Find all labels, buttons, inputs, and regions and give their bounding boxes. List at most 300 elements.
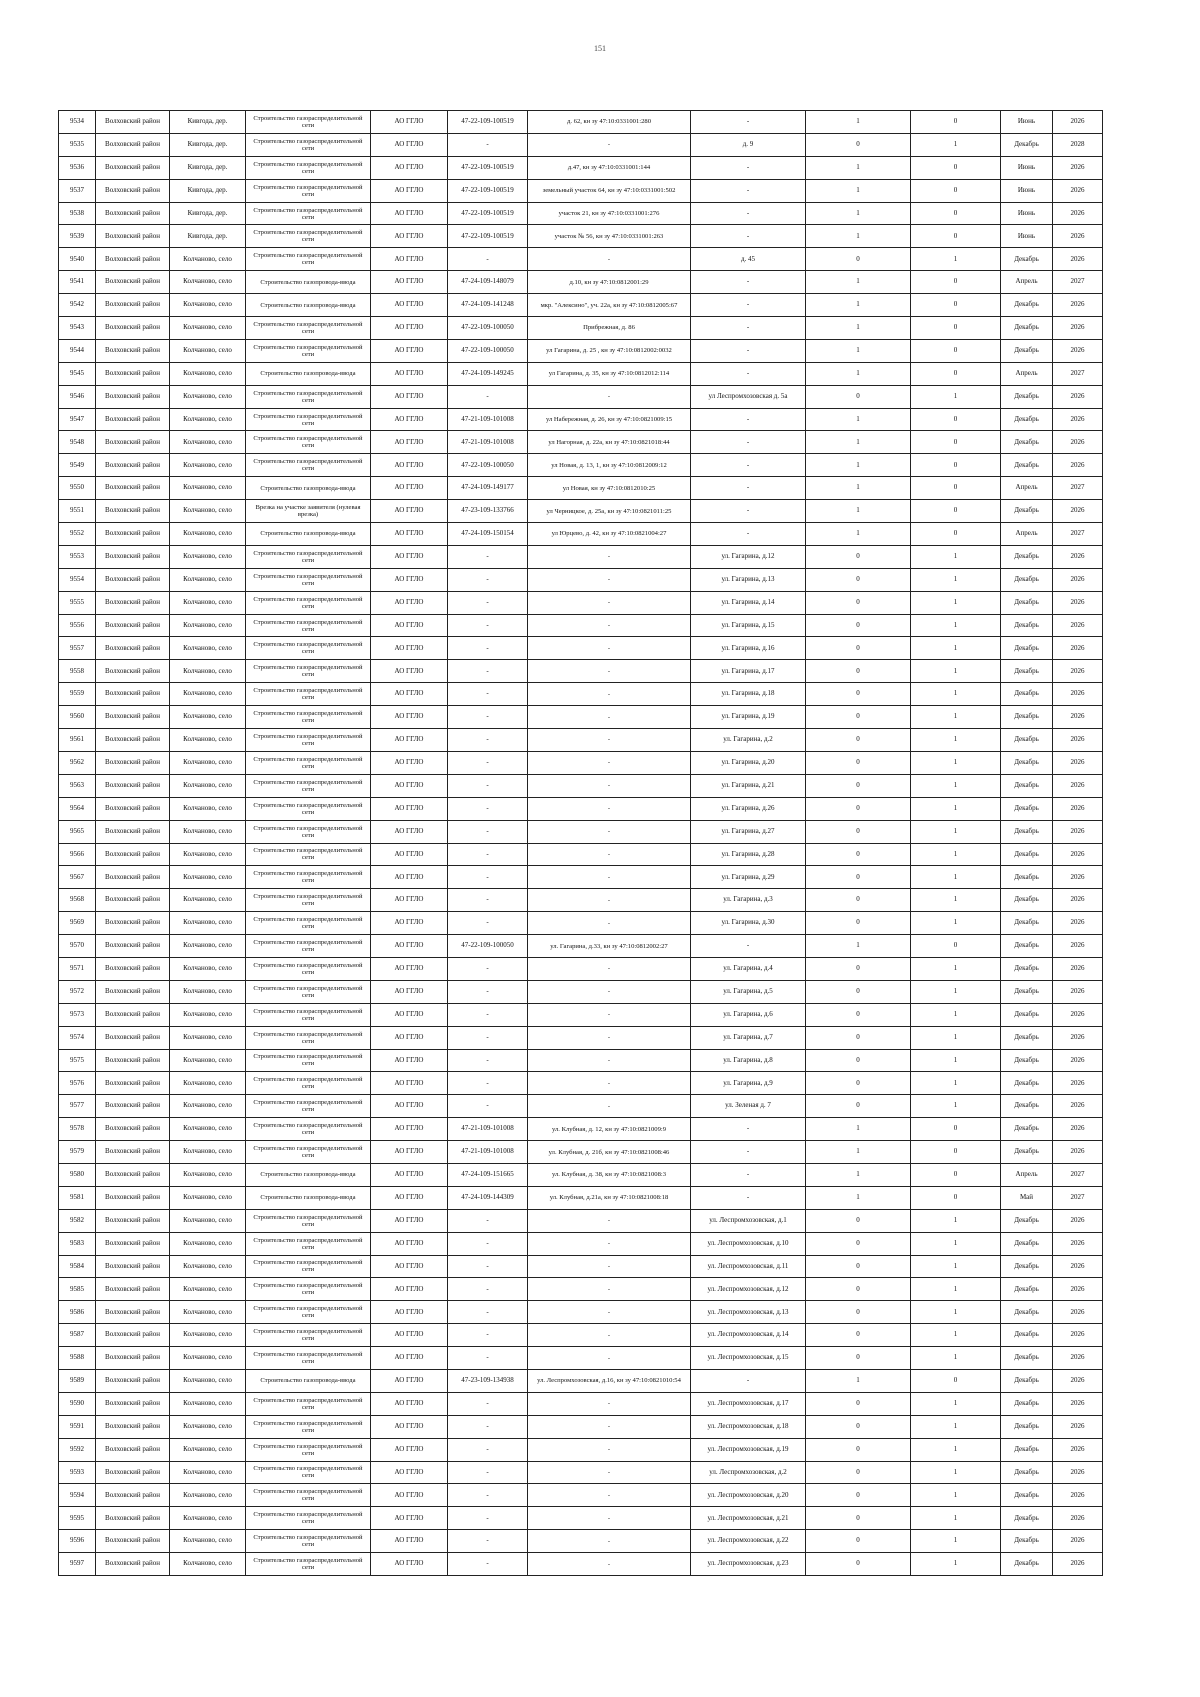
cell-district: Волховский район (96, 248, 170, 271)
cell-district: Волховский район (96, 1530, 170, 1553)
cell-cadastral-address: мкр. "Алексино", уч. 22а, кн зу 47:10:0812005:67 (528, 294, 691, 317)
cell-year: 2026 (1053, 1553, 1103, 1576)
cell-work-type: Строительство газораспределительной сети (246, 912, 371, 935)
cell-organization: АО ГГЛО (371, 729, 448, 752)
cell-address: ул. Зеленая д. 7 (691, 1095, 806, 1118)
cell-organization: АО ГГЛО (371, 820, 448, 843)
cell-address: - (691, 339, 806, 362)
cell-row-number: 9544 (59, 339, 96, 362)
cell-work-type: Строительство газораспределительной сети (246, 637, 371, 660)
cell-district: Волховский район (96, 706, 170, 729)
cell-count-connected: 1 (806, 408, 911, 431)
table-row (59, 248, 1103, 271)
cell-settlement: Колчаново, село (170, 271, 246, 294)
cell-cadastral-address: - (528, 660, 691, 683)
cell-district: Волховский район (96, 133, 170, 156)
table-row (59, 706, 1103, 729)
table-row (59, 591, 1103, 614)
cell-count-connected: 0 (806, 1026, 911, 1049)
cell-application-number: - (448, 1278, 528, 1301)
cell-organization: АО ГГЛО (371, 248, 448, 271)
cell-application-number: 47-23-109-134938 (448, 1369, 528, 1392)
cell-cadastral-address: - (528, 797, 691, 820)
cell-settlement: Колчаново, село (170, 1301, 246, 1324)
cell-settlement: Колчаново, село (170, 912, 246, 935)
cell-count-planned: 1 (911, 1301, 1001, 1324)
cell-work-type: Строительство газопровода-ввода (246, 477, 371, 500)
cell-settlement: Колчаново, село (170, 1072, 246, 1095)
cell-cadastral-address: ул Гагарина, д. 35, кн зу 47:10:0812012:114 (528, 362, 691, 385)
cell-district: Волховский район (96, 1347, 170, 1370)
cell-cadastral-address: - (528, 1003, 691, 1026)
cell-work-type: Строительство газораспределительной сети (246, 1484, 371, 1507)
cell-cadastral-address: д.47, кн зу 47:10:0331001:144 (528, 156, 691, 179)
cell-count-planned: 1 (911, 912, 1001, 935)
table-row (59, 957, 1103, 980)
cell-district: Волховский район (96, 1553, 170, 1576)
cell-row-number: 9563 (59, 774, 96, 797)
cell-year: 2026 (1053, 980, 1103, 1003)
cell-row-number: 9597 (59, 1553, 96, 1576)
cell-count-planned: 1 (911, 1553, 1001, 1576)
cell-count-connected: 0 (806, 1415, 911, 1438)
cell-cadastral-address: д. 62, кн зу 47:10:0331001:280 (528, 111, 691, 134)
cell-month: Декабрь (1001, 729, 1053, 752)
cell-work-type: Строительство газопровода-ввода (246, 1369, 371, 1392)
cell-settlement: Колчаново, село (170, 1484, 246, 1507)
table-row (59, 889, 1103, 912)
cell-cadastral-address: - (528, 820, 691, 843)
cell-organization: АО ГГЛО (371, 225, 448, 248)
cell-count-planned: 1 (911, 591, 1001, 614)
cell-work-type: Строительство газораспределительной сети (246, 1415, 371, 1438)
cell-count-planned: 0 (911, 1141, 1001, 1164)
cell-work-type: Строительство газораспределительной сети (246, 889, 371, 912)
cell-work-type: Строительство газораспределительной сети (246, 1461, 371, 1484)
cell-year: 2026 (1053, 889, 1103, 912)
cell-cadastral-address: ул. Клубная, д. 12, кн зу 47:10:0821009:9 (528, 1118, 691, 1141)
cell-row-number: 9548 (59, 431, 96, 454)
cell-cadastral-address: - (528, 889, 691, 912)
cell-count-connected: 1 (806, 294, 911, 317)
cell-count-connected: 1 (806, 1141, 911, 1164)
cell-work-type: Строительство газораспределительной сети (246, 225, 371, 248)
table-row (59, 1072, 1103, 1095)
cell-year: 2026 (1053, 248, 1103, 271)
cell-count-connected: 0 (806, 1438, 911, 1461)
cell-work-type: Строительство газораспределительной сети (246, 843, 371, 866)
cell-application-number: 47-22-109-100519 (448, 156, 528, 179)
cell-year: 2026 (1053, 706, 1103, 729)
cell-application-number: 47-22-109-100050 (448, 317, 528, 340)
cell-settlement: Колчаново, село (170, 1049, 246, 1072)
cell-settlement: Колчаново, село (170, 1415, 246, 1438)
cell-year: 2026 (1053, 1484, 1103, 1507)
cell-settlement: Колчаново, село (170, 1369, 246, 1392)
table-row (59, 1484, 1103, 1507)
cell-row-number: 9555 (59, 591, 96, 614)
cell-address: - (691, 294, 806, 317)
cell-settlement: Колчаново, село (170, 362, 246, 385)
cell-count-connected: 1 (806, 179, 911, 202)
cell-cadastral-address: ул Юрцево, д. 42, кн зу 47:10:0821004:27 (528, 523, 691, 546)
table-row (59, 271, 1103, 294)
cell-application-number: - (448, 1026, 528, 1049)
cell-year: 2026 (1053, 1347, 1103, 1370)
cell-month: Декабрь (1001, 1003, 1053, 1026)
cell-count-connected: 0 (806, 980, 911, 1003)
table-row (59, 935, 1103, 958)
cell-organization: АО ГГЛО (371, 408, 448, 431)
cell-application-number: 47-22-109-100050 (448, 935, 528, 958)
cell-settlement: Колчаново, село (170, 1553, 246, 1576)
cell-cadastral-address: - (528, 568, 691, 591)
cell-cadastral-address: - (528, 683, 691, 706)
cell-row-number: 9542 (59, 294, 96, 317)
cell-application-number: - (448, 385, 528, 408)
cell-organization: АО ГГЛО (371, 843, 448, 866)
cell-district: Волховский район (96, 1095, 170, 1118)
cell-address: ул. Гагарина, д.28 (691, 843, 806, 866)
cell-count-planned: 0 (911, 339, 1001, 362)
cell-cadastral-address: - (528, 1301, 691, 1324)
cell-count-connected: 1 (806, 1369, 911, 1392)
cell-district: Волховский район (96, 1301, 170, 1324)
cell-work-type: Строительство газораспределительной сети (246, 1141, 371, 1164)
cell-application-number: 47-24-109-149177 (448, 477, 528, 500)
cell-organization: АО ГГЛО (371, 706, 448, 729)
cell-application-number: - (448, 774, 528, 797)
cell-organization: АО ГГЛО (371, 1072, 448, 1095)
cell-count-planned: 1 (911, 1415, 1001, 1438)
cell-row-number: 9568 (59, 889, 96, 912)
cell-month: Декабрь (1001, 294, 1053, 317)
cell-count-connected: 1 (806, 1186, 911, 1209)
cell-cadastral-address: - (528, 248, 691, 271)
cell-month: Декабрь (1001, 751, 1053, 774)
cell-month: Декабрь (1001, 980, 1053, 1003)
cell-district: Волховский район (96, 294, 170, 317)
cell-settlement: Колчаново, село (170, 820, 246, 843)
cell-count-connected: 0 (806, 545, 911, 568)
cell-row-number: 9580 (59, 1163, 96, 1186)
cell-district: Волховский район (96, 1003, 170, 1026)
cell-month: Декабрь (1001, 1530, 1053, 1553)
cell-month: Декабрь (1001, 797, 1053, 820)
cell-count-connected: 0 (806, 843, 911, 866)
cell-count-connected: 0 (806, 660, 911, 683)
cell-address: ул. Леспромхозовская, д.13 (691, 1301, 806, 1324)
cell-address: ул. Гагарина, д.21 (691, 774, 806, 797)
cell-year: 2026 (1053, 1141, 1103, 1164)
cell-settlement: Колчаново, село (170, 1278, 246, 1301)
cell-settlement: Колчаново, село (170, 1026, 246, 1049)
cell-organization: АО ГГЛО (371, 523, 448, 546)
cell-application-number: - (448, 957, 528, 980)
table-row (59, 133, 1103, 156)
cell-application-number: - (448, 980, 528, 1003)
cell-work-type: Строительство газораспределительной сети (246, 614, 371, 637)
table-row (59, 1163, 1103, 1186)
cell-year: 2026 (1053, 1026, 1103, 1049)
cell-settlement: Кивгода, дер. (170, 202, 246, 225)
cell-count-planned: 1 (911, 133, 1001, 156)
cell-row-number: 9574 (59, 1026, 96, 1049)
cell-count-connected: 0 (806, 866, 911, 889)
cell-district: Волховский район (96, 156, 170, 179)
cell-count-planned: 1 (911, 866, 1001, 889)
cell-work-type: Строительство газораспределительной сети (246, 1049, 371, 1072)
cell-month: Декабрь (1001, 385, 1053, 408)
cell-address: - (691, 477, 806, 500)
cell-settlement: Колчаново, село (170, 660, 246, 683)
cell-row-number: 9593 (59, 1461, 96, 1484)
table-row (59, 477, 1103, 500)
cell-month: Декабрь (1001, 683, 1053, 706)
cell-address: - (691, 156, 806, 179)
cell-count-planned: 1 (911, 683, 1001, 706)
cell-work-type: Строительство газораспределительной сети (246, 1392, 371, 1415)
cell-month: Декабрь (1001, 1461, 1053, 1484)
cell-cadastral-address: - (528, 1072, 691, 1095)
cell-month: Декабрь (1001, 545, 1053, 568)
table-row (59, 774, 1103, 797)
cell-year: 2026 (1053, 1369, 1103, 1392)
cell-work-type: Строительство газопровода-ввода (246, 271, 371, 294)
cell-settlement: Колчаново, село (170, 431, 246, 454)
cell-year: 2026 (1053, 1324, 1103, 1347)
cell-count-planned: 0 (911, 362, 1001, 385)
cell-year: 2026 (1053, 385, 1103, 408)
cell-work-type: Строительство газораспределительной сети (246, 1553, 371, 1576)
cell-count-connected: 1 (806, 454, 911, 477)
cell-work-type: Строительство газораспределительной сети (246, 431, 371, 454)
cell-row-number: 9552 (59, 523, 96, 546)
cell-settlement: Колчаново, село (170, 591, 246, 614)
cell-settlement: Колчаново, село (170, 1163, 246, 1186)
cell-year: 2026 (1053, 935, 1103, 958)
cell-organization: АО ГГЛО (371, 889, 448, 912)
cell-cadastral-address: - (528, 1461, 691, 1484)
cell-work-type: Строительство газораспределительной сети (246, 156, 371, 179)
cell-cadastral-address: - (528, 1255, 691, 1278)
cell-month: Декабрь (1001, 133, 1053, 156)
cell-organization: АО ГГЛО (371, 614, 448, 637)
cell-address: - (691, 935, 806, 958)
cell-application-number: 47-21-109-101008 (448, 431, 528, 454)
cell-organization: АО ГГЛО (371, 1141, 448, 1164)
table-row (59, 1347, 1103, 1370)
cell-count-planned: 1 (911, 1461, 1001, 1484)
table-row (59, 614, 1103, 637)
cell-count-planned: 0 (911, 317, 1001, 340)
cell-count-planned: 0 (911, 225, 1001, 248)
cell-work-type: Строительство газораспределительной сети (246, 408, 371, 431)
cell-organization: АО ГГЛО (371, 1255, 448, 1278)
cell-organization: АО ГГЛО (371, 1049, 448, 1072)
cell-month: Июнь (1001, 179, 1053, 202)
cell-cadastral-address: - (528, 1049, 691, 1072)
cell-district: Волховский район (96, 1324, 170, 1347)
cell-settlement: Колчаново, село (170, 774, 246, 797)
cell-row-number: 9549 (59, 454, 96, 477)
cell-count-planned: 0 (911, 1369, 1001, 1392)
cell-district: Волховский район (96, 1026, 170, 1049)
cell-month: Июнь (1001, 111, 1053, 134)
cell-address: ул. Леспромхозовская, д.21 (691, 1507, 806, 1530)
table-row (59, 225, 1103, 248)
cell-address: ул. Гагарина, д.27 (691, 820, 806, 843)
cell-address: ул. Гагарина, д.12 (691, 545, 806, 568)
cell-address: ул. Леспромхозовская, д.19 (691, 1438, 806, 1461)
cell-organization: АО ГГЛО (371, 202, 448, 225)
cell-address: ул. Леспромхозовская, д.14 (691, 1324, 806, 1347)
cell-organization: АО ГГЛО (371, 1438, 448, 1461)
cell-cadastral-address: - (528, 980, 691, 1003)
cell-count-connected: 1 (806, 156, 911, 179)
cell-count-connected: 0 (806, 1072, 911, 1095)
cell-address: ул. Леспромхозовская, д.2 (691, 1461, 806, 1484)
cell-settlement: Колчаново, село (170, 1255, 246, 1278)
cell-cadastral-address: - (528, 1209, 691, 1232)
cell-count-planned: 1 (911, 729, 1001, 752)
table-row (59, 1049, 1103, 1072)
cell-month: Декабрь (1001, 1507, 1053, 1530)
cell-application-number: 47-24-109-151665 (448, 1163, 528, 1186)
cell-year: 2026 (1053, 591, 1103, 614)
cell-settlement: Кивгода, дер. (170, 111, 246, 134)
cell-application-number: - (448, 1553, 528, 1576)
cell-organization: АО ГГЛО (371, 500, 448, 523)
cell-row-number: 9579 (59, 1141, 96, 1164)
cell-count-planned: 1 (911, 614, 1001, 637)
cell-cadastral-address: - (528, 751, 691, 774)
cell-address: ул. Гагарина, д.18 (691, 683, 806, 706)
cell-row-number: 9576 (59, 1072, 96, 1095)
cell-address: ул. Гагарина, д.16 (691, 637, 806, 660)
cell-address: ул. Леспромхозовская, д.12 (691, 1278, 806, 1301)
cell-row-number: 9564 (59, 797, 96, 820)
cell-organization: АО ГГЛО (371, 1209, 448, 1232)
cell-address: - (691, 317, 806, 340)
cell-month: Декабрь (1001, 935, 1053, 958)
cell-month: Декабрь (1001, 1072, 1053, 1095)
cell-district: Волховский район (96, 866, 170, 889)
table-row (59, 1003, 1103, 1026)
cell-application-number: - (448, 1392, 528, 1415)
cell-organization: АО ГГЛО (371, 362, 448, 385)
cell-address: ул. Леспромхозовская, д.18 (691, 1415, 806, 1438)
cell-count-planned: 1 (911, 385, 1001, 408)
cell-month: Декабрь (1001, 1141, 1053, 1164)
cell-district: Волховский район (96, 339, 170, 362)
cell-row-number: 9534 (59, 111, 96, 134)
cell-count-connected: 0 (806, 614, 911, 637)
table-row (59, 156, 1103, 179)
cell-district: Волховский район (96, 1255, 170, 1278)
cell-address: ул. Гагарина, д.8 (691, 1049, 806, 1072)
cell-cadastral-address: - (528, 1026, 691, 1049)
cell-settlement: Колчаново, село (170, 545, 246, 568)
cell-count-planned: 1 (911, 1278, 1001, 1301)
cell-count-connected: 0 (806, 1324, 911, 1347)
cell-count-connected: 0 (806, 133, 911, 156)
cell-cadastral-address: ул. Леспромхозовская, д.16, кн зу 47:10:0821010:54 (528, 1369, 691, 1392)
cell-month: Декабрь (1001, 1049, 1053, 1072)
cell-year: 2027 (1053, 271, 1103, 294)
table-row (59, 1186, 1103, 1209)
cell-year: 2026 (1053, 1507, 1103, 1530)
cell-year: 2027 (1053, 523, 1103, 546)
cell-year: 2026 (1053, 1232, 1103, 1255)
cell-year: 2026 (1053, 225, 1103, 248)
cell-settlement: Колчаново, село (170, 889, 246, 912)
cell-settlement: Колчаново, село (170, 1141, 246, 1164)
cell-district: Волховский район (96, 1438, 170, 1461)
cell-organization: АО ГГЛО (371, 339, 448, 362)
cell-count-planned: 0 (911, 202, 1001, 225)
cell-district: Волховский район (96, 1209, 170, 1232)
cell-district: Волховский район (96, 912, 170, 935)
cell-count-planned: 1 (911, 980, 1001, 1003)
cell-district: Волховский район (96, 1186, 170, 1209)
cell-work-type: Строительство газораспределительной сети (246, 1118, 371, 1141)
cell-district: Волховский район (96, 1484, 170, 1507)
cell-settlement: Кивгода, дер. (170, 225, 246, 248)
cell-year: 2026 (1053, 820, 1103, 843)
cell-organization: АО ГГЛО (371, 957, 448, 980)
cell-organization: АО ГГЛО (371, 1461, 448, 1484)
cell-row-number: 9538 (59, 202, 96, 225)
cell-year: 2026 (1053, 1049, 1103, 1072)
cell-year: 2026 (1053, 294, 1103, 317)
cell-application-number: - (448, 797, 528, 820)
cell-month: Декабрь (1001, 660, 1053, 683)
cell-district: Волховский район (96, 1415, 170, 1438)
cell-month: Декабрь (1001, 454, 1053, 477)
cell-row-number: 9573 (59, 1003, 96, 1026)
cell-cadastral-address: ул Черницкое, д. 25а, кн зу 47:10:0821011:25 (528, 500, 691, 523)
cell-year: 2026 (1053, 317, 1103, 340)
cell-organization: АО ГГЛО (371, 1232, 448, 1255)
cell-district: Волховский район (96, 1118, 170, 1141)
cell-count-planned: 0 (911, 523, 1001, 546)
cell-cadastral-address: - (528, 1553, 691, 1576)
cell-address: ул. Леспромхозовская, д.22 (691, 1530, 806, 1553)
cell-row-number: 9572 (59, 980, 96, 1003)
cell-year: 2026 (1053, 454, 1103, 477)
cell-count-planned: 1 (911, 797, 1001, 820)
cell-cadastral-address: ул Набережная, д. 26, кн зу 47:10:0821009:15 (528, 408, 691, 431)
cell-count-planned: 0 (911, 111, 1001, 134)
cell-organization: АО ГГЛО (371, 1369, 448, 1392)
cell-month: Апрель (1001, 271, 1053, 294)
cell-count-planned: 1 (911, 1232, 1001, 1255)
cell-application-number: - (448, 1438, 528, 1461)
cell-work-type: Строительство газораспределительной сети (246, 1438, 371, 1461)
cell-row-number: 9551 (59, 500, 96, 523)
cell-address: ул. Гагарина, д.26 (691, 797, 806, 820)
cell-address: ул. Гагарина, д.29 (691, 866, 806, 889)
cell-district: Волховский район (96, 317, 170, 340)
cell-work-type: Строительство газораспределительной сети (246, 1530, 371, 1553)
cell-row-number: 9586 (59, 1301, 96, 1324)
cell-count-planned: 1 (911, 568, 1001, 591)
cell-work-type: Строительство газораспределительной сети (246, 1003, 371, 1026)
cell-row-number: 9541 (59, 271, 96, 294)
cell-district: Волховский район (96, 1049, 170, 1072)
cell-application-number: - (448, 248, 528, 271)
